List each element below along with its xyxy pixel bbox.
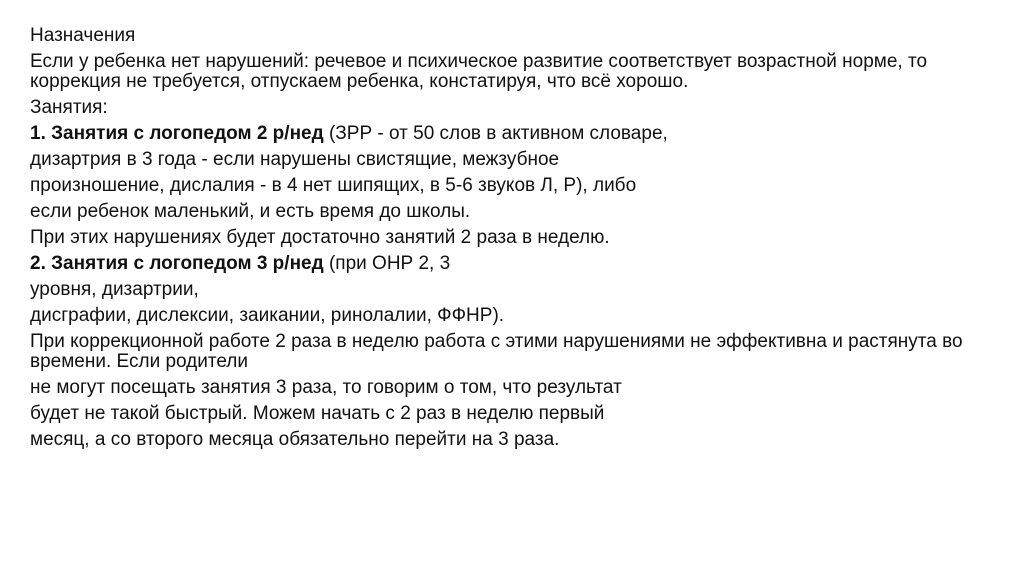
item-1-bold-heading: 1. Занятия с логопедом 2 р/нед [30,123,324,144]
paragraph-line: месяц, а со второго месяца обязательно перейти на 3 раза. [30,429,560,450]
paragraph-no-disorders: Если у ребенка нет нарушений: речевое и психическое развитие соответствует возрастной норме, то коррекция не требуется, отпускаем ребенка, констатируя, что всё хорошо. [30,51,928,92]
slide-title: Назначения [30,25,136,46]
paragraph-line: уровня, дизартрии, [30,279,199,300]
paragraph-classes-heading: Занятия: [30,97,108,118]
paragraph-line: не могут посещать занятия 3 раза, то говорим о том, что результат [30,377,622,398]
paragraph-item-2 [30,254,990,274]
paragraph-line: дизартрия в 3 года - если нарушены свистящие, межзубное [30,149,560,170]
item-2-text: (при ОНР 2, 3 [323,253,451,274]
paragraph-item-1 [30,124,990,144]
paragraph-line: произношение, дислалия - в 4 нет шипящих, в 5-6 звуков Л, Р), либо [30,175,637,196]
paragraph-line: дисграфии, дислексии, заикании, ринолалии, ФФНР). [30,305,505,326]
item-2-bold-heading: 2. Занятия с логопедом 3 р/нед [30,253,324,274]
paragraph-line: если ребенок маленький, и есть время до школы. [30,201,471,222]
paragraph-line: будет не такой быстрый. Можем начать с 2 раз в неделю первый [30,403,605,424]
item-1-text: (ЗРР - от 50 слов в активном словаре, [323,123,668,144]
slide-content [30,26,990,456]
paragraph-line: При этих нарушениях будет достаточно занятий 2 раза в неделю. [30,227,610,248]
paragraph-correction-work: При коррекционной работе 2 раза в неделю работа с этими нарушениями не эффективна и растянута во времени. Если родители [30,331,963,372]
